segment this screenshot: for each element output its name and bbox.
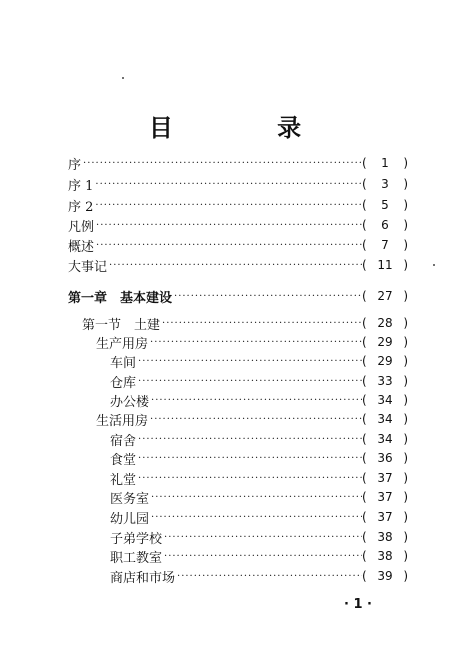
- toc-entry-page: ( 38 ): [362, 530, 408, 544]
- dot-leader: [164, 532, 362, 543]
- page-number-value: 34: [377, 412, 393, 426]
- toc-entry-label: 幼儿园: [110, 511, 150, 527]
- toc-item-entry: [110, 448, 408, 468]
- toc-entry: [68, 174, 408, 194]
- scan-speck: [433, 264, 435, 266]
- dot-leader: [151, 395, 362, 406]
- dot-leader: [164, 551, 362, 562]
- toc-entry: [68, 255, 408, 275]
- toc-entry-label: 第一章 基本建设: [68, 290, 173, 306]
- page-number-value: 1: [381, 156, 389, 170]
- page-number-value: 34: [377, 393, 393, 407]
- toc-entry-page: ( 7 ): [362, 238, 408, 252]
- dot-leader: [83, 158, 362, 169]
- toc-entry-page: ( 3 ): [362, 177, 408, 191]
- toc-entry: [68, 235, 408, 255]
- toc-entry-page: ( 11 ): [362, 258, 408, 272]
- toc-entry-page: ( 34 ): [362, 432, 408, 446]
- dot-leader: [138, 356, 362, 367]
- dot-leader: [174, 291, 362, 302]
- toc-entry-page: ( 37 ): [362, 471, 408, 485]
- toc-item-entry: [110, 351, 408, 371]
- toc-entry-label: 仓库: [110, 375, 137, 391]
- toc-entry-label: 凡例: [68, 219, 95, 235]
- toc-entry-page: ( 37 ): [362, 490, 408, 504]
- toc-entry-label: 办公楼: [110, 394, 150, 410]
- toc-entry-label: 食堂: [110, 452, 137, 468]
- dot-leader: [138, 376, 362, 387]
- toc-entry-label: 职工教室: [110, 550, 163, 566]
- toc-entry-label: 序 1: [68, 178, 94, 194]
- page-title: 目 录: [148, 113, 350, 142]
- toc-entry-label: 礼堂: [110, 472, 137, 488]
- dot-leader: [150, 414, 362, 425]
- page-number-value: 11: [377, 258, 393, 272]
- page-number-value: 7: [381, 238, 389, 252]
- toc-item-entry: [110, 527, 408, 547]
- toc-item-entry: [110, 566, 408, 586]
- page-number-value: 39: [377, 569, 393, 583]
- page-number-value: 34: [377, 432, 393, 446]
- page-number-value: 37: [377, 490, 393, 504]
- toc-entry-page: ( 1 ): [362, 156, 408, 170]
- toc-entry-page: ( 33 ): [362, 374, 408, 388]
- toc-entry-page: ( 34 ): [362, 393, 408, 407]
- page-number-value: 37: [377, 510, 393, 524]
- toc-entry-label: 序 2: [68, 199, 94, 215]
- toc-item-entry: [110, 371, 408, 391]
- toc-entry-page: ( 27 ): [362, 289, 408, 303]
- page-number-value: 29: [377, 335, 393, 349]
- toc-entry-page: ( 37 ): [362, 510, 408, 524]
- toc-entry-page: ( 5 ): [362, 198, 408, 212]
- toc-entry-label: 医务室: [110, 491, 150, 507]
- toc-section-entry: [82, 313, 408, 333]
- page-number-value: 29: [377, 354, 393, 368]
- toc-item-entry: [110, 507, 408, 527]
- dot-leader: [109, 260, 362, 271]
- toc-entry-label: 生产用房: [96, 336, 149, 352]
- dot-leader: [96, 240, 362, 251]
- toc-entry-label: 序: [68, 157, 82, 173]
- toc-entry-page: ( 29 ): [362, 335, 408, 349]
- dot-leader: [95, 200, 362, 211]
- toc-entry-page: ( 29 ): [362, 354, 408, 368]
- page-number-value: 6: [381, 218, 389, 232]
- page-number-value: 38: [377, 530, 393, 544]
- page-number-value: 3: [381, 177, 389, 191]
- page-number-value: 38: [377, 549, 393, 563]
- page-number: · 1 ·: [344, 597, 372, 612]
- scan-speck: [122, 77, 124, 79]
- page-number-value: 36: [377, 451, 393, 465]
- toc-entry-page: ( 6 ): [362, 218, 408, 232]
- toc-item-entry: [110, 390, 408, 410]
- toc-entry-label: 第一节 土建: [82, 317, 161, 333]
- toc-item-entry: [110, 468, 408, 488]
- page-number-value: 37: [377, 471, 393, 485]
- toc-item-entry: [110, 546, 408, 566]
- dot-leader: [151, 512, 362, 523]
- dot-leader: [96, 220, 362, 231]
- dot-leader: [150, 337, 362, 348]
- toc-entry-page: ( 36 ): [362, 451, 408, 465]
- page-number-value: 5: [381, 198, 389, 212]
- toc-entry-page: ( 39 ): [362, 569, 408, 583]
- toc-entry-page: ( 38 ): [362, 549, 408, 563]
- dot-leader: [151, 492, 362, 503]
- toc-entry-label: 生活用房: [96, 413, 149, 429]
- toc-entry-label: 大事记: [68, 259, 108, 275]
- toc-chapter-entry: [68, 286, 408, 306]
- page-number-value: 33: [377, 374, 393, 388]
- toc-subsection-entry: [96, 332, 408, 352]
- toc-entry-label: 商店和市场: [110, 570, 176, 586]
- dot-leader: [138, 453, 362, 464]
- dot-leader: [95, 179, 362, 190]
- toc-entry-page: ( 34 ): [362, 412, 408, 426]
- page-number-value: 27: [377, 289, 393, 303]
- toc-entry-label: 子弟学校: [110, 531, 163, 547]
- page-number-value: 28: [377, 316, 393, 330]
- toc-entry-page: ( 28 ): [362, 316, 408, 330]
- toc-entry: [68, 215, 408, 235]
- toc-entry-label: 宿舍: [110, 433, 137, 449]
- toc-entry: [68, 195, 408, 215]
- toc-entry-label: 车间: [110, 355, 137, 371]
- toc-entry: [68, 153, 408, 173]
- dot-leader: [162, 318, 362, 329]
- dot-leader: [138, 473, 362, 484]
- toc-entry-label: 概述: [68, 239, 95, 255]
- toc-item-entry: [110, 487, 408, 507]
- toc-subsection-entry: [96, 409, 408, 429]
- dot-leader: [177, 571, 362, 582]
- toc-item-entry: [110, 429, 408, 449]
- dot-leader: [138, 434, 362, 445]
